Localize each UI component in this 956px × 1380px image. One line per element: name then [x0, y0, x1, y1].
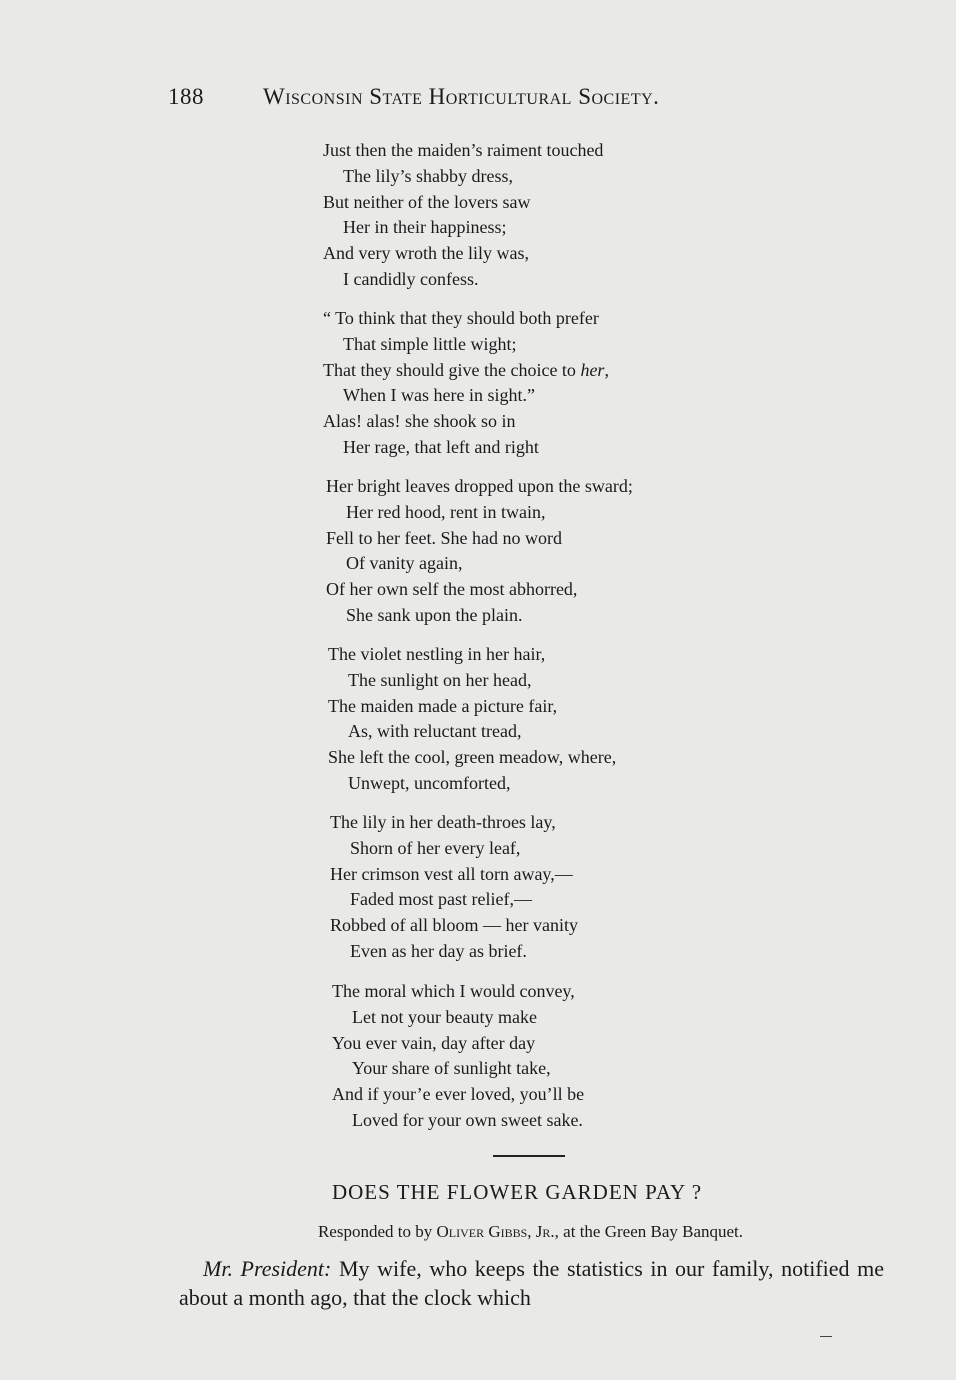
poem-line: Just then the maiden’s raiment touched [323, 140, 604, 160]
poem-line: Your share of sunlight take, [352, 1058, 551, 1079]
stanza [332, 979, 584, 1134]
print-speck [820, 1336, 832, 1337]
prose-paragraph [179, 1254, 884, 1312]
poem-line: The lily in her death-throes lay, [330, 812, 556, 832]
poem-line: When I was here in sight.” [343, 385, 535, 406]
poem-line: Unwept, uncomforted, [348, 772, 511, 793]
poem-line: Shorn of her every leaf, [350, 837, 521, 858]
poem-line: Of vanity again, [346, 553, 463, 574]
poem-line: Fell to her feet. She had no word [326, 527, 562, 548]
section-divider [493, 1155, 565, 1157]
poem-line: But neither of the lovers saw [323, 191, 531, 212]
stanza [326, 474, 633, 629]
poem-line: The violet nestling in her hair, [328, 644, 546, 664]
poem-line: Faded most past relief,— [350, 889, 532, 910]
poem-line: Her in their happiness; [343, 217, 507, 238]
poem-line: She sank upon the plain. [346, 604, 523, 625]
poem-line: The lily’s shabby dress, [343, 165, 513, 186]
byline [0, 1222, 956, 1242]
poem-line: The moral which I would convey, [332, 981, 575, 1001]
poem-line: Let not your beauty make [352, 1006, 537, 1027]
poem-line: Her rage, that left and right [343, 436, 539, 457]
poem-line: Alas! alas! she shook so in [323, 411, 516, 432]
poem-line: The sunlight on her head, [348, 669, 532, 690]
stanza [323, 138, 603, 293]
poem-line: You ever vain, day after day [332, 1032, 536, 1053]
poem-line: “ To think that they should both prefer [323, 308, 599, 328]
byline-name: Oliver Gibbs, Jr. [436, 1222, 555, 1241]
stanza [328, 642, 616, 797]
poem-line: I candidly confess. [343, 268, 479, 289]
poem-line: Her crimson vest all torn away,— [330, 863, 573, 884]
stanza [330, 810, 578, 965]
poem-line: Her red hood, rent in twain, [346, 501, 546, 522]
section-title: DOES THE FLOWER GARDEN PAY ? [331, 1180, 703, 1204]
poem-line: Even as her day as brief. [350, 940, 527, 961]
poem-line: And if your’e ever loved, you’ll be [332, 1084, 585, 1105]
poem-line: Loved for your own sweet sake. [352, 1109, 583, 1130]
lead-in: Mr. President: [203, 1256, 332, 1281]
poem-line: As, with reluctant tread, [348, 721, 522, 742]
byline-prefix: Responded to by [317, 1222, 437, 1241]
running-title: Wisconsin State Horticultural Society. [263, 84, 660, 109]
poem-line: That simple little wight; [343, 333, 517, 354]
poem-line: Of her own self the most abhorred, [326, 579, 578, 600]
poem-line: That they should give the choice to her, [323, 359, 609, 380]
poem-line: The maiden made a picture fair, [328, 695, 558, 716]
stanza [323, 306, 609, 461]
poem-line: She left the cool, green meadow, where, [328, 747, 617, 768]
paragraph-text: My wife, who keeps the statistics in our family, notified me about a month ago, that the clock which [179, 1256, 884, 1310]
poem-line: Her bright leaves dropped upon the sward; [326, 476, 633, 496]
page-number: 188 [168, 84, 204, 109]
byline-suffix: , at the Green Bay Banquet. [554, 1222, 744, 1241]
poem-line: Robbed of all bloom — her vanity [330, 915, 578, 936]
poem-line: And very wroth the lily was, [323, 243, 529, 264]
